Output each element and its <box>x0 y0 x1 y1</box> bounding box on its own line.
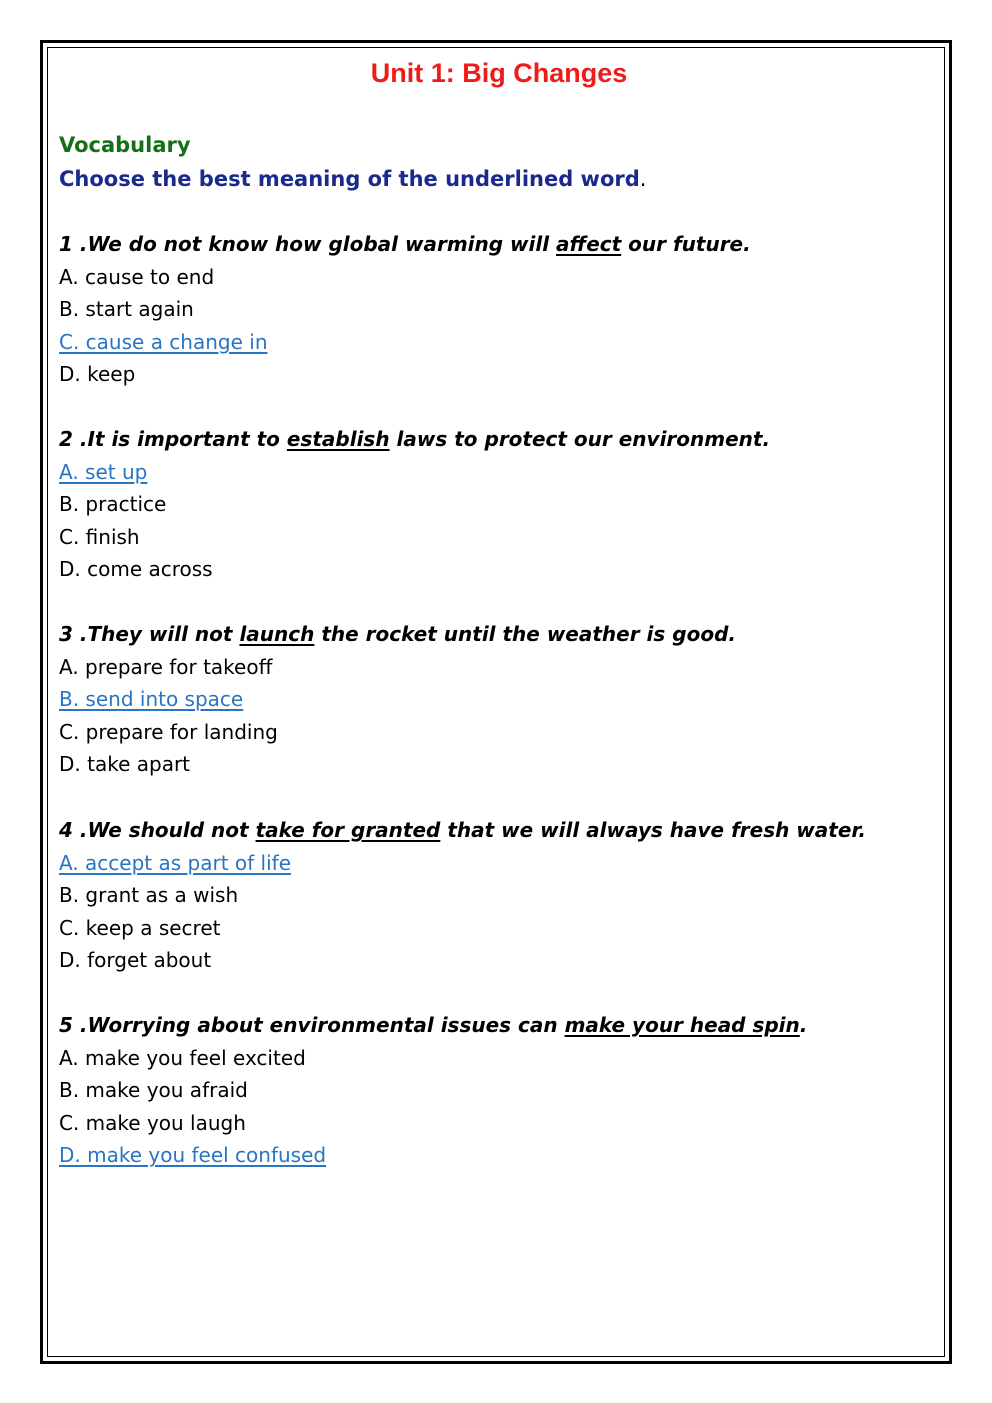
section-heading: Vocabulary <box>59 133 191 157</box>
question-block <box>59 228 939 391</box>
answer-option[interactable]: B. make you afraid <box>59 1078 248 1103</box>
question-stem: 2 .It is important to establish laws to protect our environment. <box>59 427 771 451</box>
answer-option[interactable]: C. prepare for landing <box>59 719 278 744</box>
answer-option[interactable]: A. cause to end <box>59 264 215 289</box>
answer-option[interactable]: D. keep <box>59 362 136 387</box>
answer-option[interactable]: D. come across <box>59 557 213 582</box>
answer-option-correct[interactable]: B. send into space <box>59 687 244 712</box>
answer-option-correct[interactable]: A. accept as part of life <box>59 850 291 875</box>
underlined-word: affect <box>556 232 622 256</box>
instruction-period: . <box>639 167 647 191</box>
underlined-word: launch <box>239 622 315 646</box>
answer-option[interactable]: C. make you laugh <box>59 1110 246 1135</box>
answer-option[interactable]: C. finish <box>59 524 140 549</box>
question-block <box>59 423 939 586</box>
question-block <box>59 618 939 781</box>
instruction-text: Choose the best meaning of the underlined word <box>59 167 640 191</box>
answer-option[interactable]: C. keep a secret <box>59 915 221 940</box>
underlined-word: make your head spin <box>564 1013 800 1037</box>
answer-option[interactable]: A. prepare for takeoff <box>59 654 273 679</box>
answer-option[interactable]: B. grant as a wish <box>59 883 239 908</box>
underlined-word: take for granted <box>255 818 441 842</box>
answer-option-correct[interactable]: D. make you feel confused <box>59 1143 327 1168</box>
answer-option[interactable]: B. start again <box>59 297 194 322</box>
answer-option[interactable]: D. take apart <box>59 752 191 777</box>
question-stem: 5 .Worrying about environmental issues can make your head spin. <box>59 1013 808 1037</box>
question-stem: 1 .We do not know how global warming will affect our future. <box>59 232 751 256</box>
answer-option-correct[interactable]: C. cause a change in <box>59 329 268 354</box>
question-block <box>59 1009 939 1172</box>
instruction-line <box>59 164 646 194</box>
answer-option-correct[interactable]: A. set up <box>59 459 148 484</box>
unit-title: Unit 1: Big Changes <box>370 58 628 88</box>
answer-option[interactable]: A. make you feel excited <box>59 1045 306 1070</box>
answer-option[interactable]: B. practice <box>59 492 167 517</box>
underlined-word: establish <box>286 427 390 451</box>
question-block <box>59 814 939 977</box>
question-stem: 3 .They will not launch the rocket until the weather is good. <box>59 622 736 646</box>
question-stem: 4 .We should not take for granted that we will always have fresh water. <box>59 818 867 842</box>
answer-option[interactable]: D. forget about <box>59 948 212 973</box>
